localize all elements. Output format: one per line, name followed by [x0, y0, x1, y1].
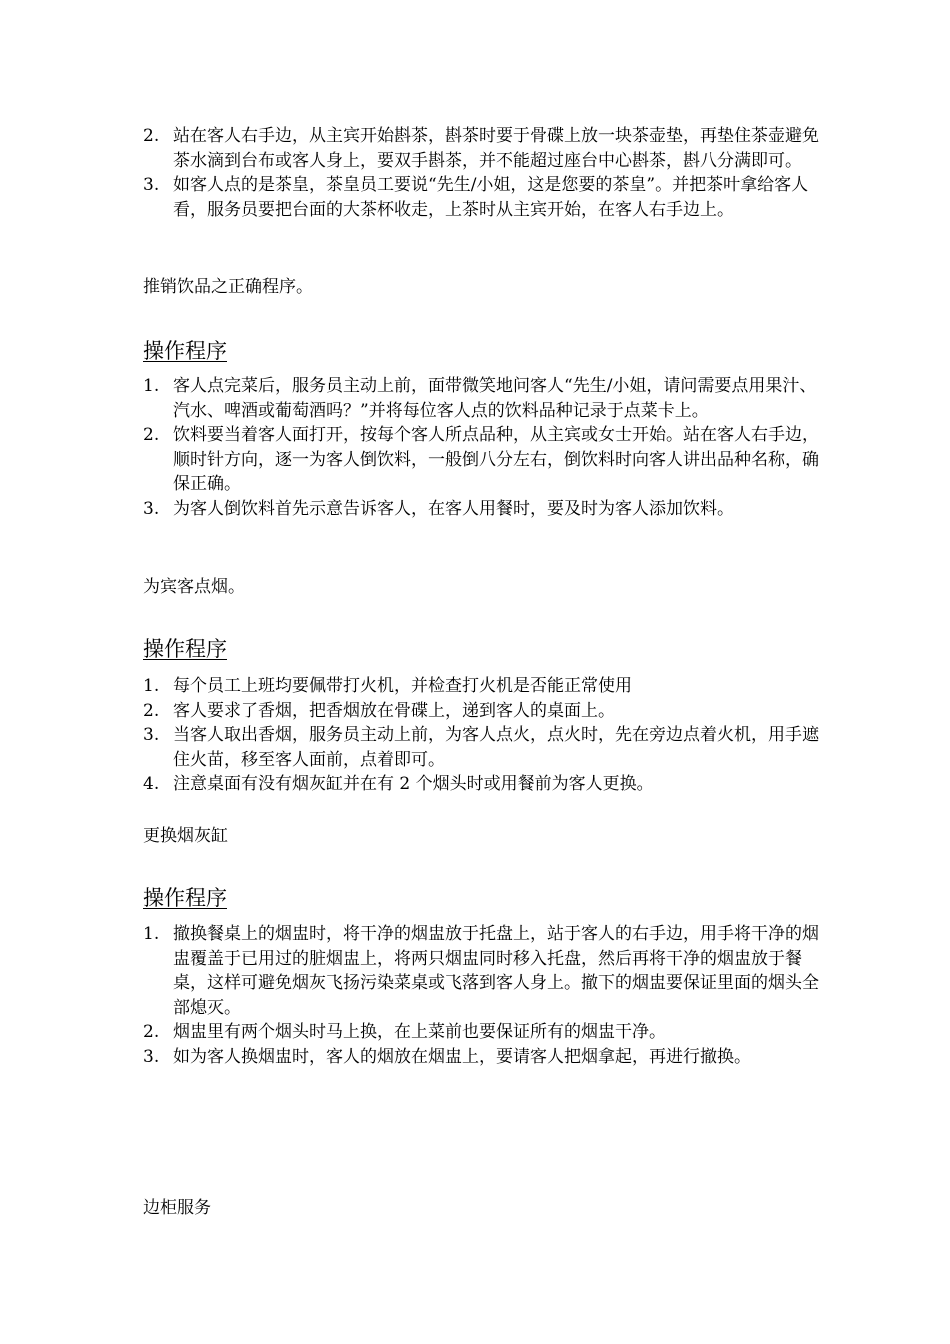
list-item	[143, 1045, 833, 1070]
list-item	[143, 674, 833, 699]
list-item	[143, 699, 833, 724]
section-title-ashtray: 更换烟灰缸	[143, 826, 228, 846]
list-text: 饮料要当着客人面打开，按每个客人所点品种，从主宾或女士开始。站在客人右手边，顺时针方向，逐一为客人倒饮料，一般倒八分左右，倒饮料时向客人讲出品种名称，确保正确。	[173, 425, 819, 494]
list-number: 2.	[143, 1022, 160, 1042]
list-number: 3.	[143, 498, 160, 519]
list-text: 站在客人右手边，从主宾开始斟茶，斟茶时要于骨碟上放一块茶壶垫，再垫住茶壶避免茶水滴到台布或客人身上，要双手斟茶，并不能超过座台中心斟茶，斟八分满即可。	[173, 126, 819, 171]
section-title-sideboard: 边柜服务	[143, 1198, 211, 1218]
list-item	[143, 173, 833, 222]
ashtray-procedure-list	[143, 922, 833, 1069]
list-item	[143, 497, 833, 522]
list-item	[143, 922, 833, 1020]
list-text: 当客人取出香烟，服务员主动上前，为客人点火，点火时，先在旁边点着火机，用手遮住火苗，移至客人面前，点着即可。	[173, 725, 819, 770]
list-text: 客人点完菜后，服务员主动上前，面带微笑地问客人“先生/小姐，请问需要点用果汁、汽水、啤酒或葡萄酒吗？”并将每位客人点的饮料品种记录于点菜卡上。	[173, 376, 817, 421]
smoke-procedure-list	[143, 674, 833, 797]
list-number: 4.	[143, 774, 160, 794]
list-text: 注意桌面有没有烟灰缸并在有 2 个烟头时或用餐前为客人更换。	[173, 774, 654, 794]
section-heading-ashtray: 操作程序	[143, 886, 227, 910]
list-item	[143, 772, 833, 797]
list-text: 如客人点的是茶皇，茶皇员工要说“先生/小姐，这是您要的茶皇”。并把茶叶拿给客人看，服务员要把台面的大茶杯收走，上茶时从主宾开始，在客人右手边上。	[173, 175, 809, 220]
list-item	[143, 374, 833, 423]
list-number: 2.	[143, 126, 160, 146]
list-number: 2.	[143, 700, 160, 721]
list-item	[143, 723, 833, 772]
tea-service-list	[143, 124, 833, 222]
list-text: 为客人倒饮料首先示意告诉客人，在客人用餐时，要及时为客人添加饮料。	[173, 498, 734, 519]
list-text: 烟盅里有两个烟头时马上换，在上菜前也要保证所有的烟盅干净。	[173, 1022, 666, 1042]
list-item	[143, 1020, 833, 1045]
list-number: 1.	[143, 676, 160, 696]
section-title-smoke: 为宾客点烟。	[143, 577, 245, 597]
drinks-procedure-list	[143, 374, 833, 521]
section-heading-drinks: 操作程序	[143, 339, 227, 363]
list-number: 1.	[143, 376, 160, 396]
list-text: 每个员工上班均要佩带打火机，并检查打火机是否能正常使用	[173, 676, 632, 696]
list-number: 1.	[143, 924, 160, 944]
list-number: 2.	[143, 425, 160, 445]
list-text: 客人要求了香烟，把香烟放在骨碟上，递到客人的桌面上。	[173, 700, 615, 721]
list-number: 3.	[143, 725, 160, 745]
list-item	[143, 423, 833, 497]
list-text: 如为客人换烟盅时，客人的烟放在烟盅上，要请客人把烟拿起，再进行撤换。	[173, 1046, 751, 1067]
list-item	[143, 124, 833, 173]
list-number: 3.	[143, 1046, 160, 1067]
list-number: 3.	[143, 175, 160, 195]
section-title-drinks: 推销饮品之正确程序。	[143, 277, 313, 297]
list-text: 撤换餐桌上的烟盅时，将干净的烟盅放于托盘上，站于客人的右手边，用手将干净的烟盅覆盖于已用过的脏烟盅上，将两只烟盅同时移入托盘，然后再将干净的烟盅放于餐桌，这样可避免烟灰飞扬污染菜桌或飞落到客人身上。撤下的烟盅要保证里面的烟头全部熄灭。	[173, 924, 819, 1018]
section-heading-smoke: 操作程序	[143, 637, 227, 661]
